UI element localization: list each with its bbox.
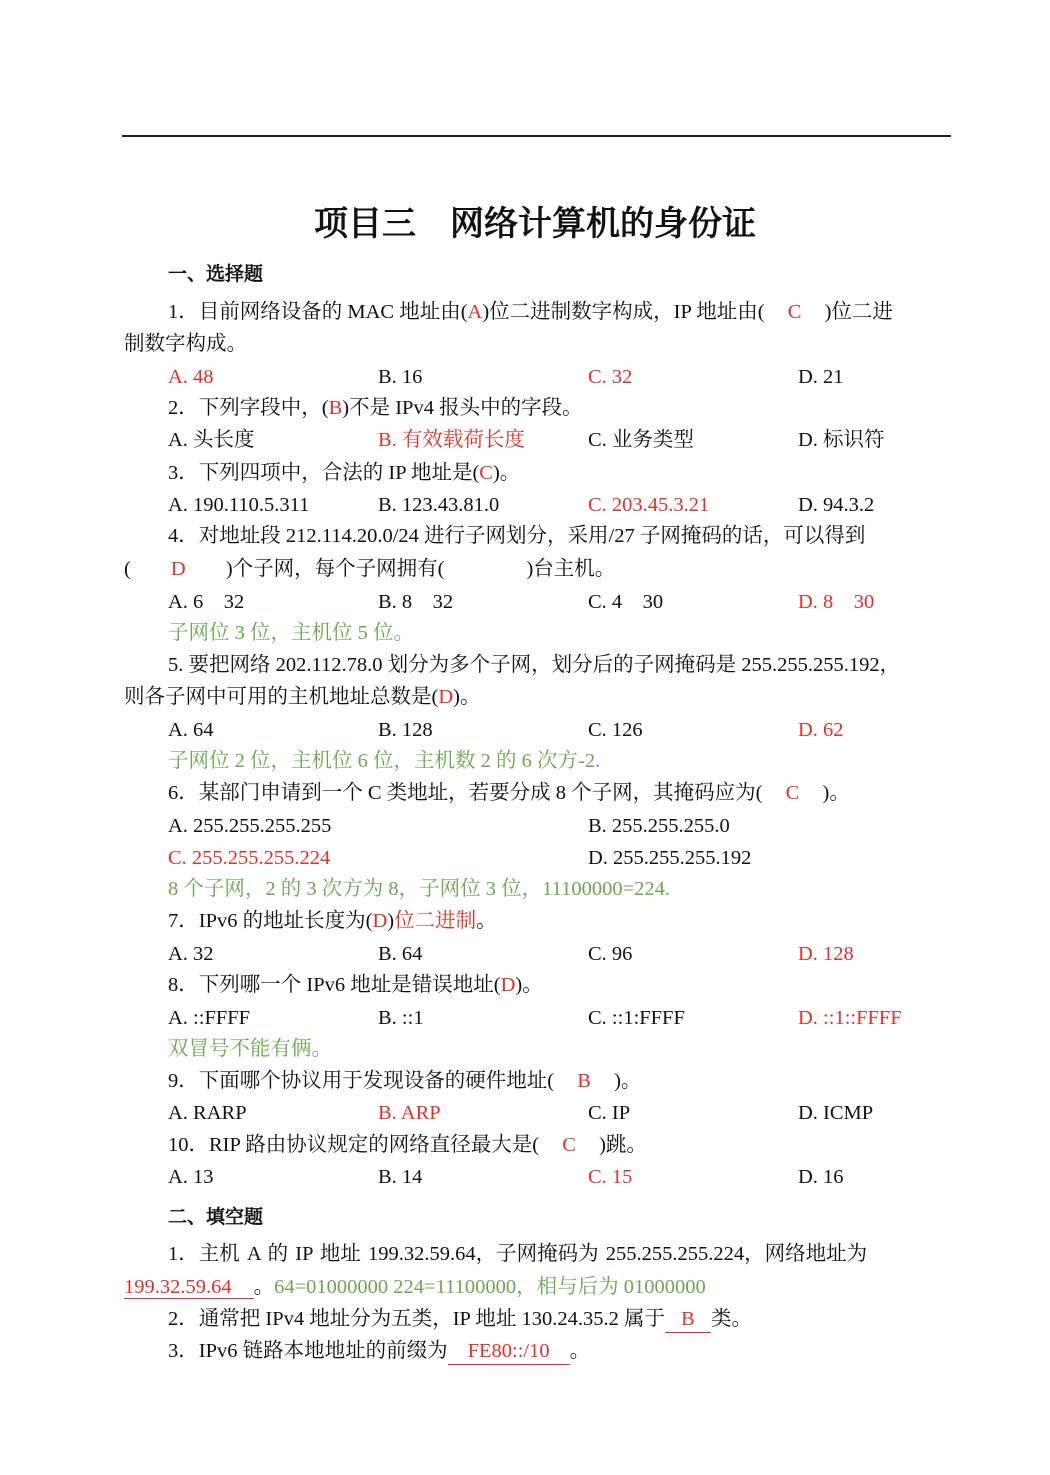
q5-option-b: B. 128 — [378, 719, 433, 741]
q1-option-a: A. 48 — [168, 366, 214, 388]
f1-explanation: 64=01000000 224=11100000，相与后为 01000000 — [274, 1276, 706, 1298]
q1-answer-b: C — [787, 301, 802, 323]
q5-stem-line2: 则各子网中可用的主机地址总数是(D)。 — [124, 686, 481, 708]
q6-option-c: C. 255.255.255.224 — [168, 847, 331, 869]
q1-option-c: C. 32 — [588, 366, 633, 388]
q7-stem: 7．IPv6 的地址长度为(D)位二进制。 — [168, 910, 497, 932]
q9-answer: B — [577, 1070, 591, 1092]
q1-option-d: D. 21 — [798, 366, 844, 388]
q8-explanation: 双冒号不能有俩。 — [168, 1038, 332, 1060]
q9-option-a: A. RARP — [168, 1102, 247, 1124]
q7-option-a: A. 32 — [168, 943, 214, 965]
q9-option-c: C. IP — [588, 1102, 631, 1124]
q3-answer: C — [479, 462, 493, 484]
q2-answer: B — [328, 397, 343, 419]
q2-option-d: D. 标识符 — [798, 429, 885, 451]
q10-option-a: A. 13 — [168, 1166, 214, 1188]
title-part-b: 网络计算机的身份证 — [450, 204, 756, 244]
f2-stem: 2．通常把 IPv4 地址分为五类，IP 地址 130.24.35.2 属于 B 类。 — [168, 1306, 752, 1333]
q4-answer: D — [170, 558, 186, 580]
q8-option-a: A. ::FFFF — [168, 1007, 251, 1029]
q3-option-a: A. 190.110.5.311 — [168, 494, 310, 516]
q5-option-a: A. 64 — [168, 719, 214, 741]
q4-stem-line2: ( D )个子网，每个子网拥有( )台主机。 — [124, 558, 616, 580]
q4-option-c: C. 4 30 — [588, 591, 664, 613]
q6-explanation: 8 个子网，2 的 3 次方为 8，子网位 3 位，11100000=224. — [168, 878, 671, 900]
q2-stem: 2．下列字段中，(B)不是 IPv4 报头中的字段。 — [168, 397, 583, 419]
q3-stem: 3．下列四项中，合法的 IP 地址是(C)。 — [168, 462, 521, 484]
f2-answer: B — [665, 1306, 711, 1333]
q1-answer-a: A — [467, 301, 483, 323]
header-rule — [122, 135, 951, 137]
q8-option-d: D. ::1::FFFF — [798, 1007, 902, 1029]
q7-option-d: D. 128 — [798, 943, 854, 965]
q6-option-b: B. 255.255.255.0 — [588, 815, 730, 837]
q2-option-b: B. 有效载荷长度 — [378, 429, 525, 451]
q4-option-b: B. 8 32 — [378, 591, 454, 613]
q5-option-d: D. 62 — [798, 719, 844, 741]
q3-option-c: C. 203.45.3.21 — [588, 494, 710, 516]
q4-stem-line1: 4．对地址段 212.114.20.0/24 进行子网划分，采用/27 子网掩码的话，可以得到 — [168, 525, 866, 547]
section-heading-choice: 一、选择题 — [168, 263, 264, 285]
f3-answer: FE80::/10 — [448, 1338, 570, 1365]
q4-explanation: 子网位 3 位，主机位 5 位。 — [168, 622, 414, 644]
q5-answer: D — [438, 686, 454, 708]
q6-answer: C — [785, 782, 800, 804]
q6-stem: 6．某部门申请到一个 C 类地址，若要分成 8 个子网，其掩码应为( C )。 — [168, 782, 850, 804]
q6-option-a: A. 255.255.255.255 — [168, 815, 332, 837]
q1-stem-line2: 制数字构成。 — [124, 333, 247, 355]
q10-answer: C — [562, 1134, 576, 1156]
section-heading-fill: 二、填空题 — [168, 1206, 264, 1228]
f1-answer: 199.32.59.64 — [124, 1276, 254, 1299]
q3-option-d: D. 94.3.2 — [798, 494, 875, 516]
page-title — [0, 196, 1050, 245]
f3-stem: 3．IPv6 链路本地地址的前缀为 FE80::/10 。 — [168, 1338, 590, 1365]
f1-stem-line2: 199.32.59.64 。64=01000000 224=11100000，相与后为 01000000 — [124, 1276, 706, 1298]
q7-option-c: C. 96 — [588, 943, 633, 965]
q9-option-d: D. ICMP — [798, 1102, 874, 1124]
q8-stem: 8．下列哪一个 IPv6 地址是错误地址(D)。 — [168, 974, 543, 996]
q10-option-c: C. 15 — [588, 1166, 633, 1188]
q1-option-b: B. 16 — [378, 366, 423, 388]
q3-option-b: B. 123.43.81.0 — [378, 494, 500, 516]
q2-option-c: C. 业务类型 — [588, 429, 694, 451]
q7-option-b: B. 64 — [378, 943, 423, 965]
q9-option-b: B. ARP — [378, 1102, 441, 1124]
q8-option-c: C. ::1:FFFF — [588, 1007, 685, 1029]
q10-stem: 10．RIP 路由协议规定的网络直径最大是( C )跳。 — [168, 1134, 647, 1156]
f1-stem-line1: 1．主机 A 的 IP 地址 199.32.59.64，子网掩码为 255.255.255.224，网络地址为 — [168, 1243, 868, 1265]
q10-option-d: D. 16 — [798, 1166, 844, 1188]
q5-explanation: 子网位 2 位，主机位 6 位，主机数 2 的 6 次方-2. — [168, 750, 601, 772]
q10-option-b: B. 14 — [378, 1166, 423, 1188]
q6-option-d: D. 255.255.255.192 — [588, 847, 752, 869]
title-part-a: 项目三 — [314, 204, 416, 244]
q8-option-b: B. ::1 — [378, 1007, 424, 1029]
q4-option-a: A. 6 32 — [168, 591, 245, 613]
q5-option-c: C. 126 — [588, 719, 643, 741]
q9-stem: 9．下面哪个协议用于发现设备的硬件地址( B )。 — [168, 1070, 642, 1092]
q4-option-d: D. 8 30 — [798, 591, 875, 613]
q8-answer: D — [500, 974, 516, 996]
q7-answer: D — [372, 910, 388, 932]
q5-stem-line1: 5. 要把网络 202.112.78.0 划分为多个子网，划分后的子网掩码是 255.255.255.192， — [168, 654, 901, 676]
q1-stem-line1: 1．目前网络设备的 MAC 地址由(A)位二进制数字构成，IP 地址由( C )位二进 — [168, 301, 893, 323]
q2-option-a: A. 头长度 — [168, 429, 255, 451]
